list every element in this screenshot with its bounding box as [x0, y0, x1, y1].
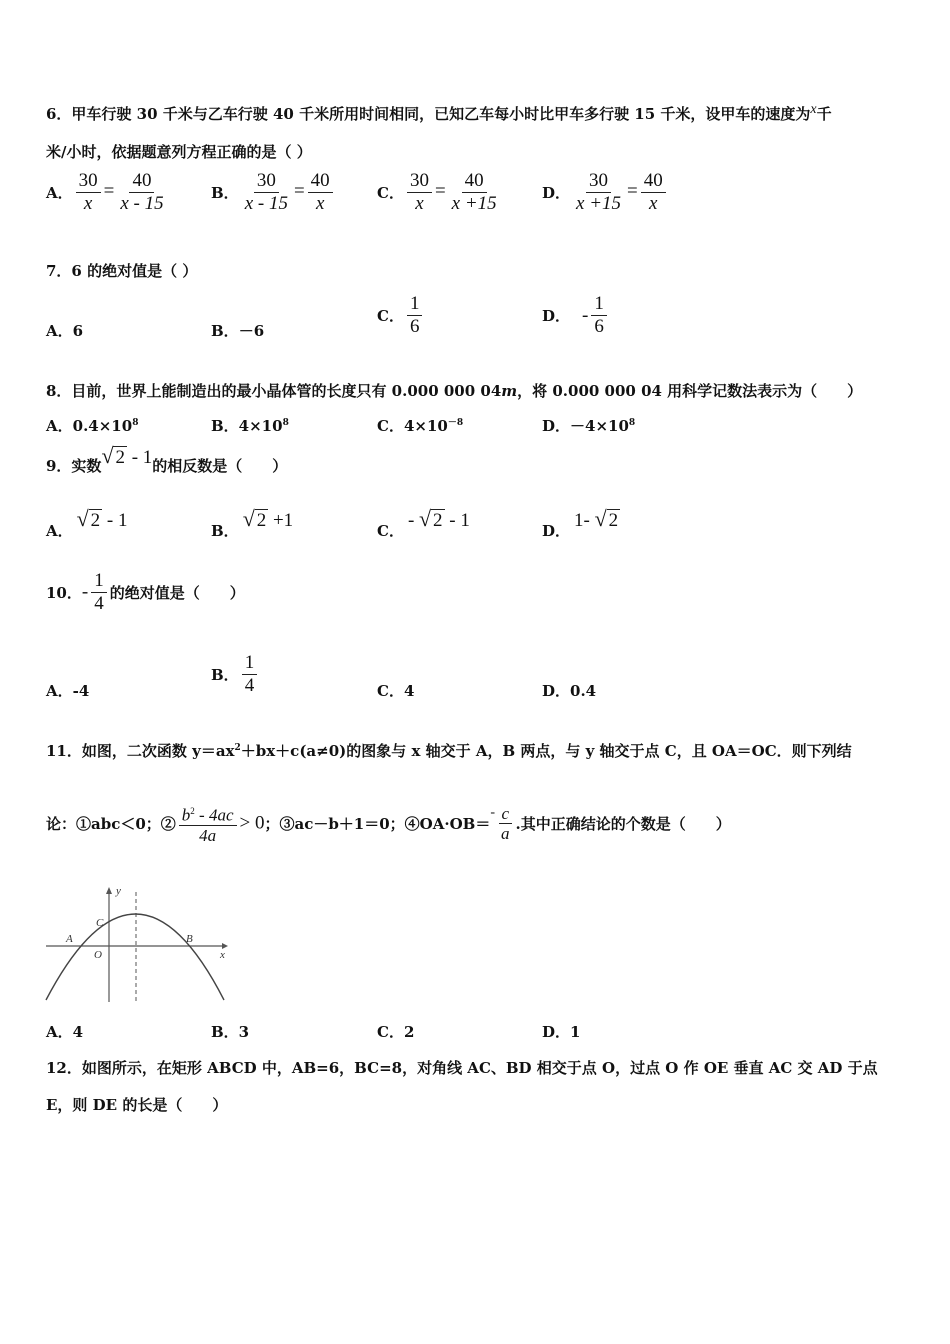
q6-option-d[interactable]: D． $\frac{30}{x +15}$ = $\frac{40}{x}$ — [542, 170, 669, 215]
q11-option-c[interactable]: C．2 — [377, 1023, 415, 1041]
q11-option-d[interactable]: D．1 — [542, 1023, 581, 1041]
q10-option-d[interactable]: D．0.4 — [542, 682, 597, 700]
q11-option-a[interactable]: A．4 — [46, 1023, 84, 1041]
q10-option-a[interactable]: A．-4 — [46, 682, 90, 700]
q7-option-d[interactable]: D． - $\frac{1}{6}$ — [542, 293, 610, 338]
q9-option-c[interactable]: C． - √ 2 - 1 — [377, 506, 470, 540]
q6-option-c[interactable]: C． $\frac{30}{x}$ = $\frac{40}{x +15}$ — [377, 170, 497, 214]
label-O: O — [94, 949, 102, 961]
q11-parabola-graph — [44, 884, 234, 1006]
q6-option-a[interactable]: A． $\frac{30}{x}$ = $\frac{40}{x - 15}$ — [46, 170, 164, 214]
y-axis-arrow-icon — [106, 887, 112, 894]
q11-stem-line2: 论：①abc＜0；② $\frac{b^2 - 4ac}{4a}$ > 0；③ac－b＋1＝0；④OA·OB＝- $\frac{c}{a}$ .其中正确结论的个数是（ ） — [46, 803, 731, 845]
label-A: A — [66, 933, 73, 945]
q7-option-a[interactable]: A．6 — [46, 322, 84, 340]
q10-option-c[interactable]: C．4 — [377, 682, 415, 700]
parabola-curve — [46, 914, 224, 1000]
q12-stem-line2: E，则 DE 的长是（ ） — [46, 1096, 228, 1114]
q9-option-a[interactable]: A． √ 2 - 1 — [46, 506, 128, 540]
label-C: C — [96, 917, 104, 929]
q8-option-a[interactable]: A．$0.4\times 10^8$ — [46, 417, 139, 435]
label-y: y — [116, 885, 121, 897]
label-x: x — [220, 949, 225, 961]
q8-stem: 8．目前，世界上能制造出的最小晶体管的长度只有 0.000 000 04m，将 0.000 000 04 用科学记数法表示为（ ） — [46, 382, 863, 400]
label-B: B — [186, 933, 193, 945]
q8-option-c[interactable]: C．$4\times 10^{-8}$ — [377, 417, 464, 435]
q6-stem-line2: 米/小时，依据题意列方程正确的是（ ） — [46, 143, 312, 161]
q6-option-b[interactable]: B． $\frac{30}{x - 15}$ = $\frac{40}{x}$ — [211, 170, 336, 215]
q6-variable: x — [810, 102, 817, 117]
q6-stem-line1: 6．甲车行驶 30 千米与乙车行驶 40 千米所用时间相同，已知乙车每小时比甲车多行驶 15 千米，设甲车的速度为x千 — [46, 102, 832, 123]
q9-option-d[interactable]: D． 1- √ 2 — [542, 506, 619, 540]
q8-option-d[interactable]: D．$-4\times 10^8$ — [542, 417, 636, 435]
q9-option-b[interactable]: B． √ 2 +1 — [211, 506, 294, 540]
q7-stem: 7．6 的绝对值是（ ） — [46, 262, 198, 280]
q7-option-b[interactable]: B．－6 — [211, 322, 265, 340]
q8-option-b[interactable]: B．$4\times 10^8$ — [211, 417, 289, 435]
q7-option-c[interactable]: C． $\frac{1}{6}$ — [377, 293, 425, 338]
q11-stem-line1: 11．如图，二次函数 $y=ax^2+bx+c(a\ne 0)$的图象与 x 轴交于 A，B 两点，与 y 轴交于点 C，且 OA＝OC．则下列结 — [46, 742, 852, 760]
q10-option-b[interactable]: B． $\frac{1}{4}$ — [211, 652, 260, 697]
q9-stem: 9．实数 √ 2 - 1的相反数是（ ） — [46, 443, 288, 475]
q11-option-b[interactable]: B．3 — [211, 1023, 250, 1041]
q12-stem-line1: 12．如图所示，在矩形 ABCD 中，AB=6，BC=8，对角线 AC、BD 相交于点 O，过点 O 作 OE 垂直 AC 交 AD 于点 — [46, 1059, 878, 1077]
q10-stem: 10．- $\frac{1}{4}$ 的绝对值是（ ） — [46, 570, 245, 614]
